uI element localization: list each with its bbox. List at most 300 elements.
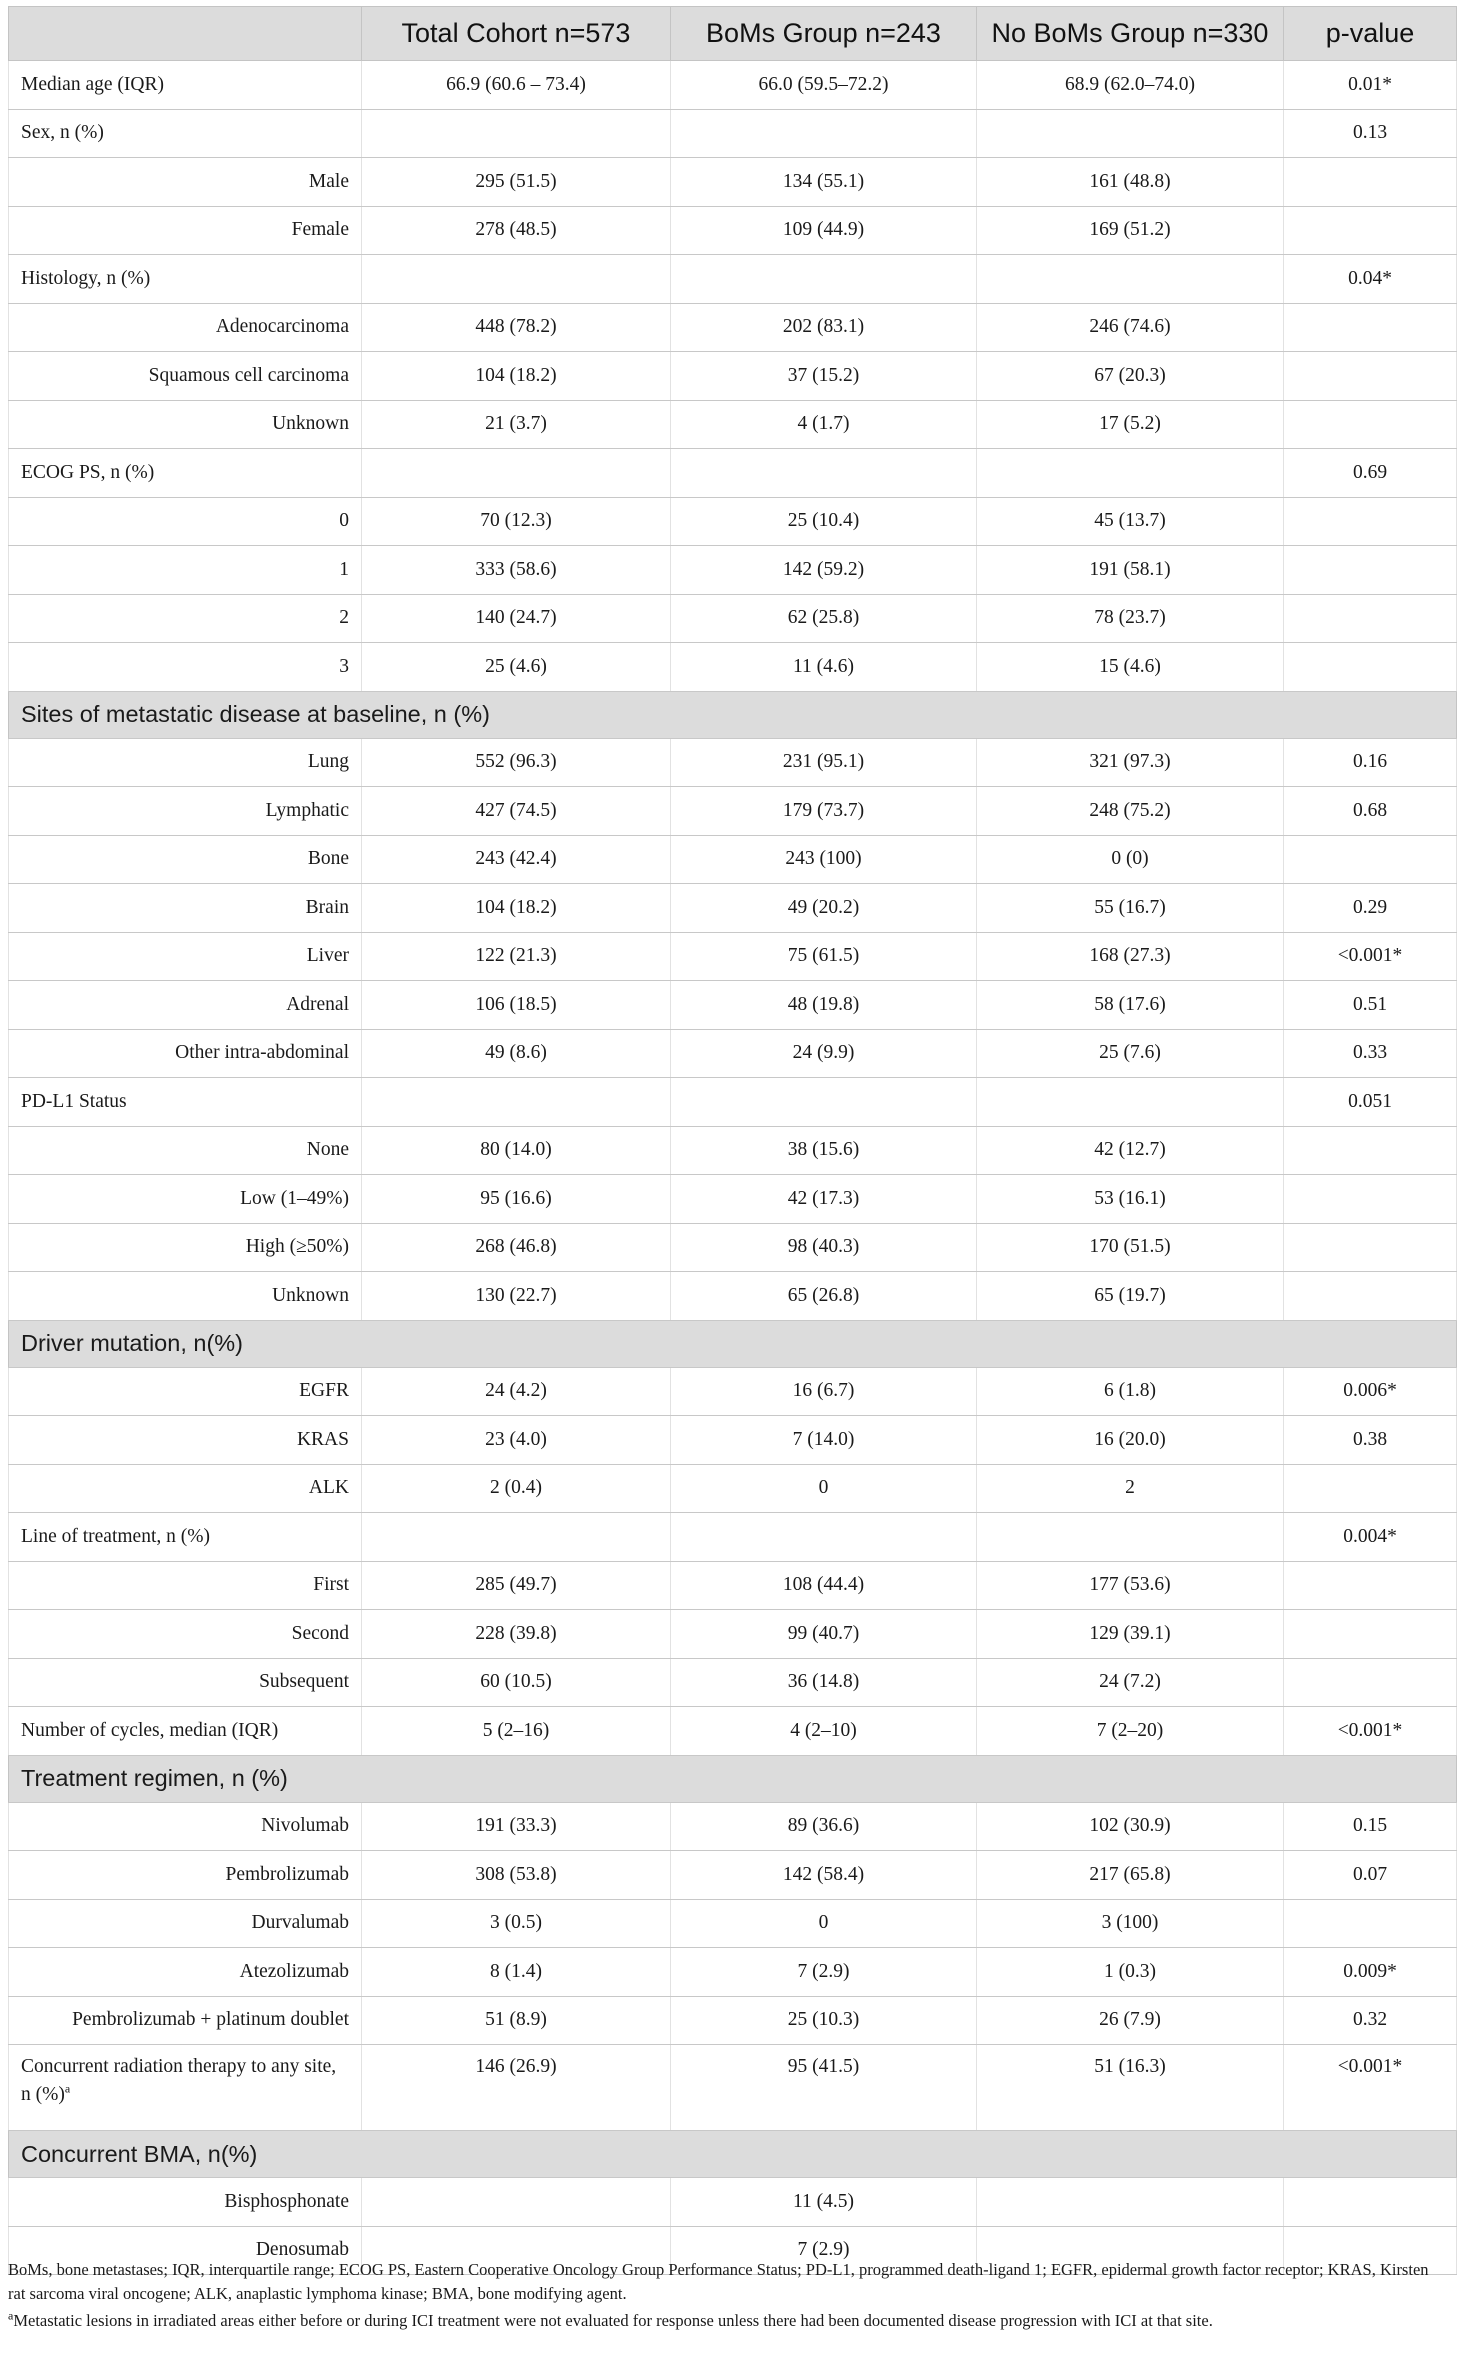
cell-total-cohort: [362, 158, 671, 207]
table-row: [9, 1802, 1457, 1851]
cell-text: KRAS: [296, 1428, 349, 1450]
cell-total-cohort: [362, 1996, 671, 2045]
cell-variable: [9, 884, 362, 933]
cell-text: 25 (7.6): [1099, 1042, 1161, 1064]
cell-total-cohort: [362, 1126, 671, 1175]
cell-no-boms-group: [977, 1513, 1284, 1562]
cell-no-boms-group: [977, 981, 1284, 1030]
cell-boms-group: [671, 1658, 977, 1707]
cell-text: 95 (41.5): [787, 2056, 860, 2077]
cell-variable: [9, 206, 362, 255]
cell-variable: [9, 594, 362, 643]
cell-variable: [9, 1899, 362, 1948]
cell-text: 427 (74.5): [475, 799, 557, 821]
column-header-total-cohort: Total Cohort n=573: [362, 7, 671, 61]
cell-p-value: [1284, 1367, 1457, 1416]
cell-no-boms-group: [977, 497, 1284, 546]
cell-boms-group: [671, 1851, 977, 1900]
table-row: [9, 449, 1457, 498]
table-row: [9, 158, 1457, 207]
table-row: [9, 1899, 1457, 1948]
cell-text: Denosumab: [255, 2239, 349, 2261]
cell-p-value: [1284, 1899, 1457, 1948]
cell-text: 552 (96.3): [475, 751, 557, 773]
cell-text: 0.69: [1352, 461, 1388, 483]
cell-no-boms-group: [977, 884, 1284, 933]
cell-text: 78 (23.7): [1094, 607, 1166, 629]
cell-text: 1 (0.3): [1104, 1960, 1156, 1982]
table-row: [9, 109, 1457, 158]
cell-text: 0.13: [1352, 122, 1388, 144]
cell-p-value: [1284, 400, 1457, 449]
cell-p-value: [1284, 1223, 1457, 1272]
cell-text: 246 (74.6): [1089, 316, 1171, 338]
cell-text: 0.15: [1352, 1815, 1388, 1837]
cell-text: 66.9 (60.6 – 73.4): [446, 73, 586, 95]
cell-total-cohort: [362, 981, 671, 1030]
cell-no-boms-group: [977, 255, 1284, 304]
cell-text: 0.68: [1352, 799, 1388, 821]
table-row: [9, 1948, 1457, 1997]
cell-p-value: [1284, 1996, 1457, 2045]
cell-total-cohort: [362, 352, 671, 401]
cell-text: 24 (9.9): [792, 1042, 855, 1064]
cell-text: 15 (4.6): [1099, 655, 1161, 677]
cell-text: Histology, n (%): [21, 267, 151, 289]
cell-text: Nivolumab: [261, 1815, 349, 1837]
cell-variable: [9, 1851, 362, 1900]
cell-p-value: [1284, 158, 1457, 207]
cell-text: Male: [308, 170, 349, 192]
cell-text: <0.001*: [1337, 2056, 1403, 2077]
cell-boms-group: [671, 738, 977, 787]
table-row: [9, 787, 1457, 836]
cell-p-value: [1284, 1272, 1457, 1321]
cell-text: 130 (22.7): [475, 1284, 557, 1306]
cell-p-value: [1284, 643, 1457, 692]
table-row: [9, 1996, 1457, 2045]
section-title: Sites of metastatic disease at baseline, n (%): [9, 691, 1457, 738]
cell-boms-group: [671, 352, 977, 401]
cell-no-boms-group: [977, 352, 1284, 401]
cell-text: 66.0 (59.5–72.2): [758, 73, 889, 95]
cell-text: 11 (4.6): [792, 655, 854, 677]
cell-boms-group: [671, 1464, 977, 1513]
cell-text: 3 (100): [1101, 1912, 1159, 1934]
cell-total-cohort: [362, 206, 671, 255]
cell-variable: [9, 1029, 362, 1078]
cell-no-boms-group: [977, 835, 1284, 884]
cell-boms-group: [671, 497, 977, 546]
cell-variable: [9, 835, 362, 884]
cell-variable: [9, 303, 362, 352]
baseline-characteristics-table: [8, 6, 1457, 2275]
table-row: [9, 981, 1457, 1030]
cell-text: 51 (16.3): [1094, 2056, 1166, 2077]
cell-variable: [9, 1948, 362, 1997]
cell-text: Sex, n (%): [21, 122, 104, 144]
cell-total-cohort: [362, 1561, 671, 1610]
table-row: [9, 1367, 1457, 1416]
cell-total-cohort: [362, 1078, 671, 1127]
cell-boms-group: [671, 1175, 977, 1224]
cell-total-cohort: [362, 1851, 671, 1900]
cell-text: 146 (26.9): [475, 2056, 557, 2077]
cell-text: 68.9 (62.0–74.0): [1065, 73, 1195, 95]
cell-total-cohort: [362, 1899, 671, 1948]
cell-text: 0.01*: [1348, 73, 1392, 95]
cell-p-value: [1284, 1416, 1457, 1465]
cell-text: 5 (2–16): [482, 1719, 550, 1741]
table-row: [9, 1561, 1457, 1610]
cell-text: 0.33: [1352, 1042, 1388, 1064]
cell-variable: [9, 1416, 362, 1465]
cell-boms-group: [671, 546, 977, 595]
cell-total-cohort: [362, 2045, 671, 2131]
cell-total-cohort: [362, 932, 671, 981]
cell-variable: [9, 932, 362, 981]
cell-text: 3 (0.5): [490, 1912, 542, 1934]
cell-variable: [9, 981, 362, 1030]
cell-total-cohort: [362, 594, 671, 643]
table-row: [9, 835, 1457, 884]
cell-boms-group: [671, 835, 977, 884]
cell-text: Lymphatic: [265, 799, 349, 821]
cell-text: 21 (3.7): [485, 413, 547, 435]
cell-p-value: [1284, 2178, 1457, 2227]
cell-boms-group: [671, 303, 977, 352]
cell-boms-group: [671, 1996, 977, 2045]
cell-text: Unknown: [272, 413, 349, 435]
cell-text: 23 (4.0): [485, 1428, 547, 1450]
cell-boms-group: [671, 449, 977, 498]
cell-p-value: [1284, 61, 1457, 110]
cell-text: 58 (17.6): [1094, 993, 1166, 1015]
cell-text: 0.04*: [1348, 267, 1392, 289]
cell-total-cohort: [362, 1658, 671, 1707]
cell-total-cohort: [362, 546, 671, 595]
column-header-p-value: p-value: [1284, 7, 1457, 61]
cell-boms-group: [671, 1899, 977, 1948]
cell-text: Pembrolizumab: [225, 1863, 349, 1885]
footnote-text: Metastatic lesions in irradiated areas either before or during ICI treatment were not evaluated for response unless there had been documented disease progression with ICI at that site.: [13, 2311, 1213, 2330]
cell-text: 0.29: [1352, 896, 1388, 918]
cell-no-boms-group: [977, 546, 1284, 595]
cell-p-value: [1284, 2045, 1457, 2131]
cell-boms-group: [671, 1610, 977, 1659]
cell-p-value: [1284, 497, 1457, 546]
table-row: [9, 1513, 1457, 1562]
footnote-marker: a: [64, 2081, 71, 2096]
cell-text: 38 (15.6): [787, 1139, 860, 1161]
cell-text: PD-L1 Status: [21, 1090, 127, 1112]
cell-text: 108 (44.4): [782, 1574, 865, 1596]
cell-total-cohort: [362, 109, 671, 158]
cell-text: 142 (59.2): [782, 558, 865, 580]
cell-variable: [9, 1513, 362, 1562]
cell-text: 3: [339, 655, 349, 677]
cell-p-value: [1284, 1707, 1457, 1756]
cell-no-boms-group: [977, 738, 1284, 787]
cell-no-boms-group: [977, 2178, 1284, 2227]
cell-total-cohort: [362, 255, 671, 304]
cell-variable: [9, 643, 362, 692]
cell-text: ALK: [308, 1477, 349, 1499]
section-title: Driver mutation, n(%): [9, 1320, 1457, 1367]
cell-boms-group: [671, 400, 977, 449]
table-row: [9, 1851, 1457, 1900]
cell-text: 49 (8.6): [485, 1042, 547, 1064]
cell-text: 228 (39.8): [475, 1622, 557, 1644]
cell-text: 99 (40.7): [787, 1622, 860, 1644]
cell-text: 7 (2.9): [797, 2239, 850, 2261]
cell-boms-group: [671, 1272, 977, 1321]
cell-text: Brain: [305, 896, 349, 918]
radiation-footnote: [8, 2309, 1448, 2333]
cell-no-boms-group: [977, 594, 1284, 643]
cell-text: Concurrent radiation therapy to any site, n (%): [21, 2056, 337, 2106]
cell-variable: [9, 255, 362, 304]
cell-no-boms-group: [977, 1029, 1284, 1078]
cell-total-cohort: [362, 1464, 671, 1513]
cell-p-value: [1284, 932, 1457, 981]
cell-total-cohort: [362, 61, 671, 110]
footnote-marker: a: [8, 2308, 14, 2323]
table-row: [9, 255, 1457, 304]
cell-total-cohort: [362, 1707, 671, 1756]
cell-p-value: [1284, 594, 1457, 643]
cell-variable: [9, 1223, 362, 1272]
cell-text: Number of cycles, median (IQR): [21, 1719, 279, 1741]
cell-p-value: [1284, 738, 1457, 787]
cell-p-value: [1284, 109, 1457, 158]
cell-total-cohort: [362, 1272, 671, 1321]
cell-total-cohort: [362, 497, 671, 546]
section-header-row: [9, 2131, 1457, 2178]
cell-p-value: [1284, 981, 1457, 1030]
cell-boms-group: [671, 1223, 977, 1272]
cell-text: Low (1–49%): [240, 1187, 349, 1209]
table-row: [9, 1610, 1457, 1659]
section-header-row: [9, 691, 1457, 738]
cell-text: 0: [339, 510, 349, 532]
cell-no-boms-group: [977, 1996, 1284, 2045]
cell-total-cohort: [362, 787, 671, 836]
cell-no-boms-group: [977, 1707, 1284, 1756]
table-body: [9, 61, 1457, 2275]
cell-total-cohort: [362, 884, 671, 933]
cell-total-cohort: [362, 1029, 671, 1078]
cell-text: 1: [339, 558, 349, 580]
cell-text: Female: [291, 219, 349, 241]
cell-boms-group: [671, 109, 977, 158]
cell-text: 67 (20.3): [1094, 364, 1166, 386]
cell-boms-group: [671, 787, 977, 836]
cell-variable: [9, 61, 362, 110]
cell-total-cohort: [362, 1367, 671, 1416]
cell-variable: [9, 1464, 362, 1513]
cell-text: Subsequent: [259, 1671, 349, 1693]
cell-variable: [9, 352, 362, 401]
cell-text: 170 (51.5): [1089, 1236, 1171, 1258]
cell-text: 53 (16.1): [1094, 1187, 1166, 1209]
cell-boms-group: [671, 594, 977, 643]
cell-text: First: [313, 1574, 349, 1596]
cell-text: 0: [818, 1477, 829, 1499]
cell-text: 36 (14.8): [787, 1671, 860, 1693]
cell-text: 161 (48.8): [1089, 170, 1171, 192]
cell-text: 2: [1125, 1477, 1135, 1499]
cell-no-boms-group: [977, 2045, 1284, 2131]
cell-no-boms-group: [977, 1367, 1284, 1416]
cell-text: Atezolizumab: [239, 1960, 349, 1982]
cell-text: 16 (6.7): [792, 1380, 855, 1402]
cell-boms-group: [671, 1367, 977, 1416]
cell-boms-group: [671, 643, 977, 692]
cell-p-value: [1284, 1029, 1457, 1078]
cell-text: 243 (100): [785, 848, 862, 870]
cell-text: None: [306, 1139, 349, 1161]
cell-text: 55 (16.7): [1094, 896, 1166, 918]
cell-text: 0.004*: [1343, 1525, 1397, 1547]
cell-p-value: [1284, 1948, 1457, 1997]
table-row: [9, 643, 1457, 692]
table-row: [9, 61, 1457, 110]
cell-text: Other intra-abdominal: [175, 1042, 349, 1064]
cell-no-boms-group: [977, 158, 1284, 207]
cell-p-value: [1284, 1610, 1457, 1659]
cell-variable: [9, 1658, 362, 1707]
cell-total-cohort: [362, 2178, 671, 2227]
cell-text: 177 (53.6): [1089, 1574, 1171, 1596]
cell-no-boms-group: [977, 1416, 1284, 1465]
table-header: [9, 7, 1457, 61]
cell-text: Bisphosphonate: [224, 2190, 349, 2212]
cell-no-boms-group: [977, 206, 1284, 255]
cell-text: 24 (4.2): [485, 1380, 547, 1402]
table-row: [9, 206, 1457, 255]
table-row: [9, 932, 1457, 981]
cell-boms-group: [671, 932, 977, 981]
cell-boms-group: [671, 1802, 977, 1851]
cell-boms-group: [671, 981, 977, 1030]
cell-variable: [9, 1996, 362, 2045]
cell-boms-group: [671, 1561, 977, 1610]
cell-text: <0.001*: [1337, 1719, 1403, 1741]
cell-text: 202 (83.1): [782, 316, 865, 338]
cell-text: ECOG PS, n (%): [21, 461, 155, 483]
cell-text: 0.16: [1352, 751, 1388, 773]
cell-text: 243 (42.4): [475, 848, 557, 870]
cell-boms-group: [671, 1948, 977, 1997]
cell-total-cohort: [362, 1948, 671, 1997]
table-row: [9, 400, 1457, 449]
cell-text: Lung: [307, 751, 349, 773]
cell-text: 26 (7.9): [1099, 2009, 1161, 2031]
cell-text: 7 (2–20): [1096, 1719, 1164, 1741]
cell-text: 60 (10.5): [480, 1671, 552, 1693]
cell-text: 106 (18.5): [475, 993, 557, 1015]
cell-text: 25 (4.6): [485, 655, 547, 677]
cell-no-boms-group: [977, 1802, 1284, 1851]
cell-text: EGFR: [299, 1380, 349, 1402]
cell-total-cohort: [362, 738, 671, 787]
cell-variable: [9, 158, 362, 207]
cell-p-value: [1284, 835, 1457, 884]
cell-no-boms-group: [977, 1464, 1284, 1513]
cell-text: 142 (58.4): [782, 1863, 865, 1885]
cell-variable: [9, 787, 362, 836]
cell-text: 285 (49.7): [475, 1574, 557, 1596]
header-row: [9, 7, 1457, 61]
cell-p-value: [1284, 1658, 1457, 1707]
cell-text: 0.051: [1348, 1090, 1392, 1112]
cell-text: 278 (48.5): [475, 219, 557, 241]
cell-p-value: [1284, 884, 1457, 933]
cell-text: 48 (19.8): [787, 993, 860, 1015]
cell-p-value: [1284, 303, 1457, 352]
cell-text: 95 (16.6): [480, 1187, 552, 1209]
cell-no-boms-group: [977, 1175, 1284, 1224]
cell-total-cohort: [362, 643, 671, 692]
cell-total-cohort: [362, 1513, 671, 1562]
table-row: [9, 1029, 1457, 1078]
cell-text: 169 (51.2): [1089, 219, 1171, 241]
cell-variable: [9, 1707, 362, 1756]
cell-text: High (≥50%): [245, 1236, 349, 1258]
cell-text: 17 (5.2): [1099, 413, 1161, 435]
table-row: [9, 594, 1457, 643]
cell-text: 231 (95.1): [782, 751, 865, 773]
cell-text: 8 (1.4): [490, 1960, 542, 1982]
cell-p-value: [1284, 1851, 1457, 1900]
cell-text: 7 (14.0): [792, 1428, 855, 1450]
cell-variable: [9, 449, 362, 498]
cell-text: 0.51: [1352, 993, 1388, 1015]
cell-text: 0.006*: [1343, 1380, 1397, 1402]
cell-text: 42 (17.3): [787, 1187, 860, 1209]
cell-total-cohort: [362, 1802, 671, 1851]
table-row: [9, 546, 1457, 595]
cell-variable: [9, 546, 362, 595]
table-row: [9, 738, 1457, 787]
cell-boms-group: [671, 206, 977, 255]
cell-text: Adenocarcinoma: [215, 316, 349, 338]
cell-boms-group: [671, 1126, 977, 1175]
cell-text: 0.38: [1352, 1428, 1388, 1450]
cell-text: Bone: [307, 848, 349, 870]
cell-text: 122 (21.3): [475, 945, 557, 967]
column-header-boms-group: BoMs Group n=243: [671, 7, 977, 61]
column-header-no-boms-group: No BoMs Group n=330: [977, 7, 1284, 61]
cell-text: 2 (0.4): [490, 1477, 542, 1499]
cell-variable: [9, 109, 362, 158]
cell-p-value: [1284, 787, 1457, 836]
table-row: [9, 1078, 1457, 1127]
cell-p-value: [1284, 1175, 1457, 1224]
cell-total-cohort: [362, 400, 671, 449]
cell-boms-group: [671, 1707, 977, 1756]
cell-no-boms-group: [977, 1223, 1284, 1272]
cell-boms-group: [671, 1078, 977, 1127]
cell-no-boms-group: [977, 1272, 1284, 1321]
cell-text: 321 (97.3): [1089, 751, 1171, 773]
cell-p-value: [1284, 1078, 1457, 1127]
cell-text: 37 (15.2): [787, 364, 860, 386]
cell-boms-group: [671, 2178, 977, 2227]
table-row: [9, 1126, 1457, 1175]
cell-text: 80 (14.0): [480, 1139, 552, 1161]
